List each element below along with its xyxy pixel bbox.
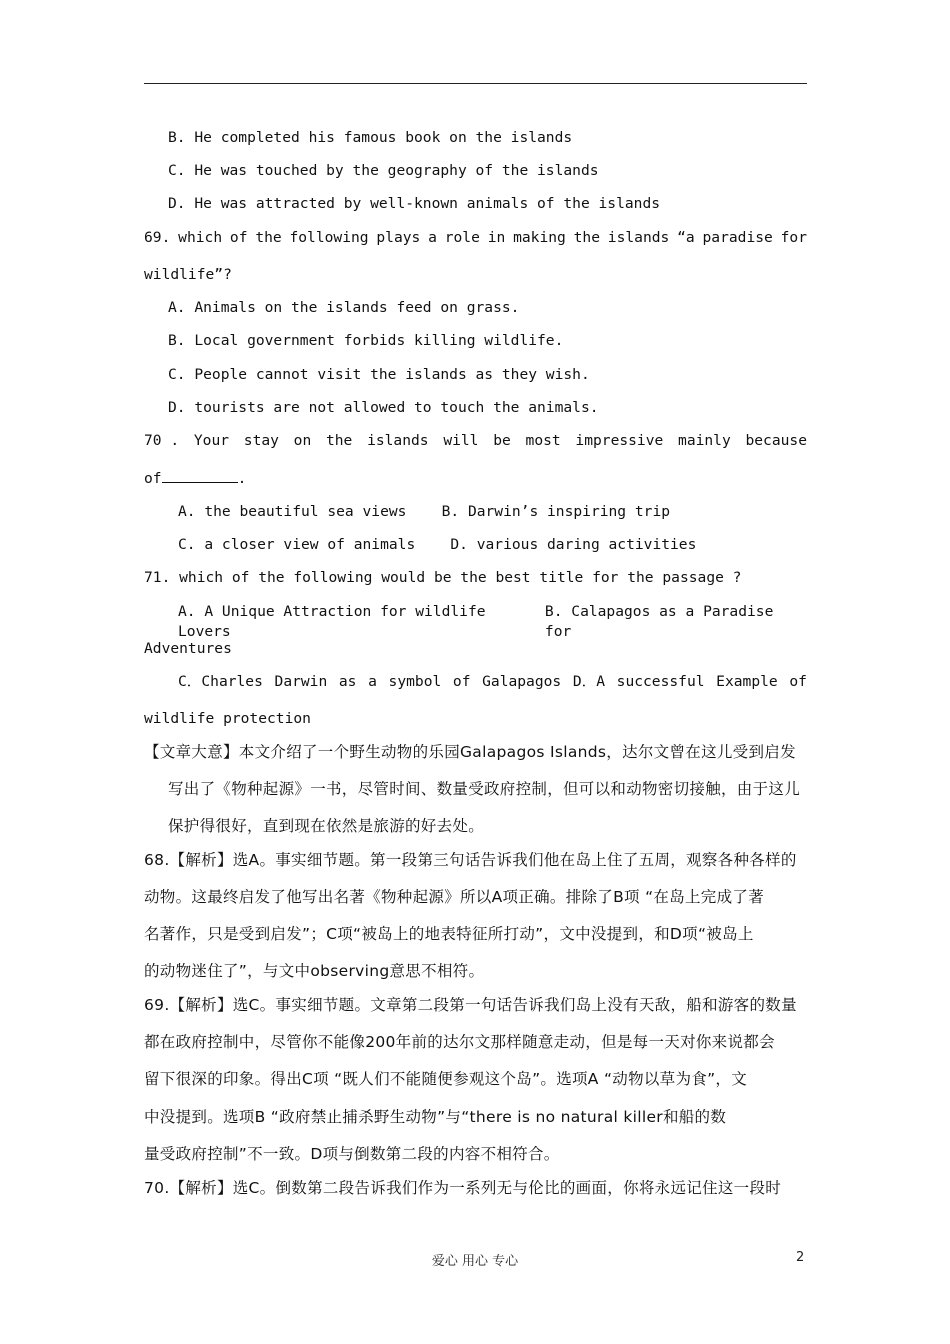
q70-options-ab: A. the beautiful sea views B. Darwin’s inspiring trip [178,503,671,520]
q70-word: will [443,432,479,449]
q70-of: of [144,470,162,487]
q69-word: role [444,229,480,246]
analysis69-line3: 留下很深的印象。得出C项 “既人们不能随便参观这个岛”。选项A “动物以草为食”，文 [144,1070,748,1088]
q69-option-d: D. tourists are not allowed to touch the animals. [168,399,599,416]
summary-line2: 写出了《物种起源》一书，尽管时间、数量受政府控制，但可以和动物密切接触，由于这儿 [168,780,801,798]
analysis69-line5: 量受政府控制”不一致。D项与倒数第二段的内容不相符合。 [144,1145,560,1163]
q69-word: 69. [144,229,171,246]
q70-word: mainly [678,432,731,449]
header-rule [144,83,807,84]
q71-word: of [789,673,807,690]
q71-stem: 71. which of the following would be the best title for the passage ? [144,569,742,586]
q71-options-ab-line2: Adventures [144,640,232,657]
q69-word: the [573,229,600,246]
analysis68-line1: 68.【解析】选A。事实细节题。第一段第三句话告诉我们他在岛上住了五周，观察各种各样的 [144,851,797,869]
q70-word: most [525,432,561,449]
q70-stem-line1 [144,431,807,451]
q71-option-text: B. Calapagos as a Paradise for [544,603,774,640]
q70-word: stay [243,432,279,449]
q69-word: making [513,229,566,246]
q69-option-a: A. Animals on the islands feed on grass. [168,299,520,316]
q69-stem-line2: wildlife”? [144,266,232,283]
q70-word: Your [193,432,230,449]
q69-word: paradise [702,229,773,246]
q70-word: islands [367,432,429,449]
page-footer: 爱心 用心 专心 [431,1254,519,1269]
q70-word: the [325,432,353,449]
q69-option-c: C. People cannot visit the islands as they wish. [168,366,590,383]
q71-options-cd-line2: wildlife protection [144,710,311,727]
analysis69-line4: 中没提到。选项B “政府禁止捕杀野生动物”与“there is no natural killer和船的数 [144,1108,727,1126]
analysis70-line1: 70.【解析】选C。倒数第二段告诉我们作为一系列无与伦比的画面，你将永远记住这一段时 [144,1179,782,1197]
page-number: 2 [796,1250,805,1265]
summary-line1: 【文章大意】本文介绍了一个野生动物的乐园Galapagos Islands，达尔文曾在这儿受到启发 [144,743,796,761]
answer-blank [162,468,238,483]
q70-word: impressive [575,432,664,449]
q71-word: Example [716,673,778,690]
analysis68-line4: 的动物迷住了”，与文中observing意思不相符。 [144,962,485,980]
q68-option-d: D. He was attracted by well-known animals of the islands [168,195,661,212]
q69-word: a [428,229,437,246]
q69-word: for [780,229,807,246]
analysis69-line2: 都在政府控制中，尽管你不能像200年前的达尔文那样随意走动，但是每一天对你来说都会 [144,1033,775,1051]
q71-word: a [368,673,377,690]
q71-word: Galapagos [482,673,562,690]
q71-word: successful [616,673,705,690]
q71-option-text: A. A Unique Attraction for wildlife Lovers [178,603,486,640]
q70-word: on [293,432,312,449]
q71-word: C．Charles [178,673,263,690]
q68-option-b: B. He completed his famous book on the islands [168,129,573,146]
analysis69-line1: 69.【解析】选C。事实细节题。文章第二段第一句话告诉我们岛上没有天敌，船和游客的数量 [144,996,797,1014]
q69-word: in [487,229,506,246]
q69-option-b: B. Local government forbids killing wildlife. [168,332,564,349]
q71-word: symbol [388,673,442,690]
q71-options-cd-line1 [178,672,807,692]
q71-word: Darwin [274,673,328,690]
q68-option-c: C. He was touched by the geography of the islands [168,162,599,179]
q70-word: be [493,432,511,449]
q70-period: . [237,470,247,487]
q71-word: D．A [572,673,606,690]
q69-word: the [255,229,282,246]
q69-word: following [289,229,369,246]
q69-stem-line1 [144,228,807,248]
q71-word: of [452,673,471,690]
q69-word: “a [677,229,695,246]
q70-word: because [745,432,807,449]
q70-word: 70 . [144,432,180,449]
q70-options-cd: C. a closer view of animals D. various daring activities [178,536,697,553]
q69-word: of [229,229,248,246]
q69-word: which [178,229,223,246]
q69-word: plays [376,229,421,246]
q71-word: as [338,673,357,690]
q71-options-ab-line1 [178,602,807,642]
analysis68-line2: 动物。这最终启发了他写出名著《物种起源》所以A项正确。排除了B项 “在岛上完成了著 [144,888,764,906]
analysis68-line3: 名著作，只是受到启发”；C项“被岛上的地表特征所打动”，文中没提到，和D项“被岛上 [144,925,754,943]
summary-line3: 保护得很好，直到现在依然是旅游的好去处。 [168,817,485,835]
q70-stem-line2 [144,468,807,489]
q69-word: islands [607,229,670,246]
